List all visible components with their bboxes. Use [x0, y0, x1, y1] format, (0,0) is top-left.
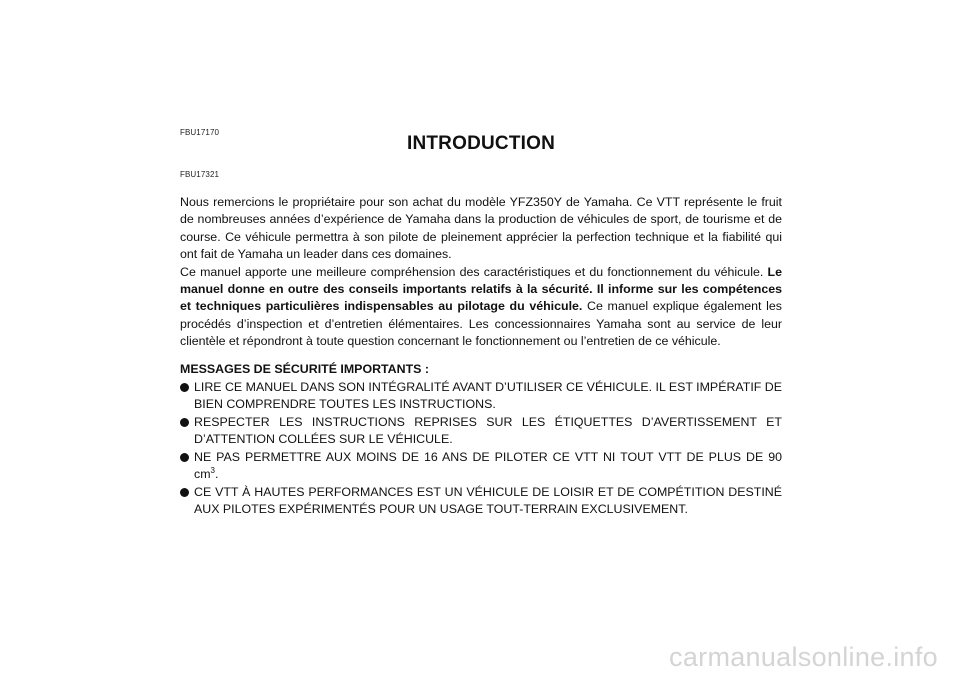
safety-messages-heading: MESSAGES DE SÉCURITÉ IMPORTANTS : — [180, 361, 429, 376]
intro-content — [180, 194, 782, 518]
bullet-icon — [180, 383, 189, 392]
page-title: INTRODUCTION — [406, 133, 556, 154]
paragraph-2-bold: Le manuel donne en outre des conseils importants relatifs à la sécurité. Il informe sur les compétences et techniques particulières indispensables au pilotage du véhicule. — [180, 264, 782, 314]
bullet-icon — [180, 453, 189, 462]
safety-message-text: LIRE CE MANUEL DANS SON INTÉGRALITÉ AVANT D’UTILISER CE VÉHICULE. IL EST IMPÉRATIF DE BIEN COMPRENDRE TOUTES LES INSTRUCTIONS. — [194, 380, 782, 412]
safety-message-item — [180, 484, 782, 519]
superscript-3: 3 — [210, 465, 215, 475]
bullet-icon — [180, 488, 189, 497]
section-code-intro: FBU17170 — [180, 128, 220, 137]
intro-paragraph-2 — [180, 264, 782, 351]
paragraph-2-lead: Ce manuel apporte une meilleure compréhension des caractéristiques et du fonctionnement du véhicule. — [180, 264, 768, 279]
paragraph-2-rest: Ce manuel explique également les procédés d’inspection et d’entretien élémentaires. Les concessionnaires Yamaha sont au service de leur clientèle et répondront à toute question concernant le fonctionnement ou l’entretien de ce véhicule. — [180, 299, 782, 349]
safety-message-text: CE VTT À HAUTES PERFORMANCES EST UN VÉHICULE DE LOISIR ET DE COMPÉTITION DESTINÉ AUX PILOTES EXPÉRIMENTÉS POUR UN USAGE TOUT-TERRAIN EXCLUSIVEMENT. — [194, 484, 782, 516]
safety-message-item — [180, 414, 782, 449]
safety-message-item — [180, 449, 782, 484]
safety-message-text: NE PAS PERMETTRE AUX MOINS DE 16 ANS DE PILOTER CE VTT NI TOUT VTT DE PLUS DE 90 cm — [194, 449, 782, 482]
bullet-icon — [180, 418, 189, 427]
safety-message-item — [180, 379, 782, 414]
safety-messages-list — [180, 379, 782, 518]
safety-message-tail: . — [214, 467, 219, 482]
section-code-paragraph: FBU17321 — [180, 170, 220, 179]
intro-paragraph-1: Nous remercions le propriétaire pour son achat du modèle YFZ350Y de Yamaha. Ce VTT représente le fruit de nombreuses années d’expérience de Yamaha dans la production de véhicules de sport, de tourisme et de course. Ce véhicule permettra à son pilote de pleinement apprécier la perfection technique et la fiabilité qui ont fait de Yamaha un leader dans ces domaines. — [180, 195, 782, 262]
watermark: carmanualsonline.info — [669, 642, 938, 672]
safety-message-text: RESPECTER LES INSTRUCTIONS REPRISES SUR LES ÉTIQUETTES D’AVERTISSEMENT ET D’ATTENTION COLLÉES SUR LE VÉHICULE. — [194, 414, 782, 447]
